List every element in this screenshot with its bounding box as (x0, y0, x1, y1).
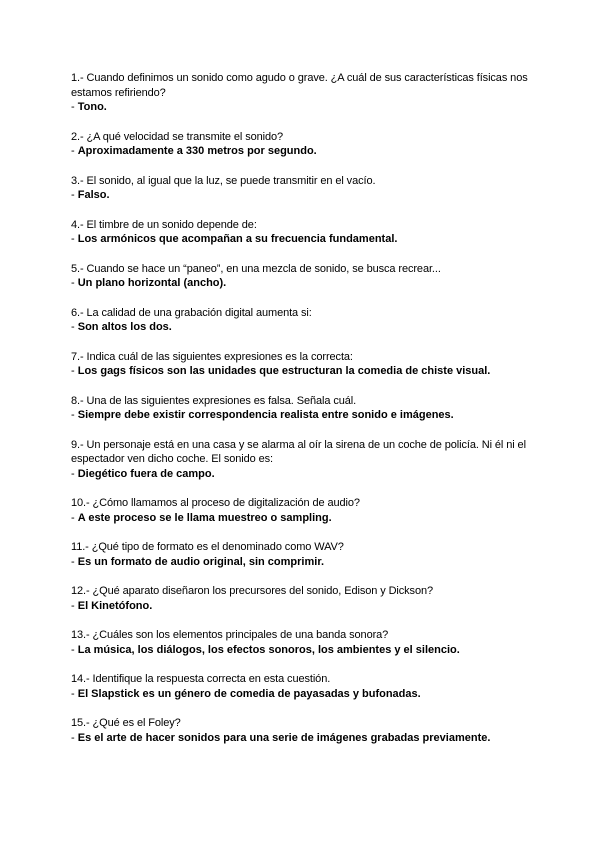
answer-line (71, 276, 531, 291)
answer-prefix: - (71, 321, 78, 333)
question-text: 7.- Indica cuál de las siguientes expresiones es la correcta: (71, 350, 353, 363)
answer-line (71, 232, 531, 247)
answer-prefix: - (71, 599, 78, 612)
answer-prefix: - (71, 365, 78, 377)
question-text: 8.- Una de las siguientes expresiones es falsa. Señala cuál. (71, 394, 357, 407)
answer-prefix: - (71, 467, 78, 480)
answer-prefix: - (71, 409, 78, 421)
question-text: 4.- El timbre de un sonido depende de: (71, 218, 257, 231)
answer-prefix: - (71, 731, 78, 744)
answer-prefix: - (71, 511, 78, 524)
answer-line (71, 555, 531, 570)
question-list (71, 71, 531, 760)
answer-line (71, 364, 531, 379)
answer-text: Aproximadamente a 330 metros por segundo. (77, 145, 317, 157)
question-item (71, 672, 531, 701)
question-item (71, 438, 531, 482)
answer-text: Un plano horizontal (ancho). (77, 277, 227, 289)
question-item (71, 71, 531, 115)
answer-line (71, 643, 531, 658)
question-text: 5.- Cuando se hace un “paneo”, en una mezcla de sonido, se busca recrear... (71, 262, 441, 275)
answer-line (71, 511, 531, 526)
answer-prefix: - (71, 277, 78, 289)
answer-text: Es el arte de hacer sonidos para una serie de imágenes grabadas previamente. (77, 731, 491, 744)
answer-line (71, 100, 531, 115)
answer-prefix: - (71, 145, 78, 157)
question-item (71, 628, 531, 657)
question-item (71, 540, 531, 569)
question-item (71, 716, 531, 745)
answer-line (71, 144, 531, 159)
question-text: 2.- ¿A qué velocidad se transmite el sonido? (71, 130, 284, 143)
answer-text: La música, los diálogos, los efectos sonoros, los ambientes y el silencio. (77, 643, 460, 656)
answer-text: Los gags físicos son las unidades que estructuran la comedia de chiste visual. (77, 365, 491, 377)
question-text: 10.- ¿Cómo llamamos al proceso de digitalización de audio? (71, 497, 360, 509)
question-item (71, 174, 531, 203)
answer-line (71, 320, 531, 335)
answer-text: Diegético fuera de campo. (77, 467, 215, 480)
answer-text: Son altos los dos. (77, 321, 172, 333)
question-text: 11.- ¿Qué tipo de formato es el denominado como WAV? (71, 541, 344, 553)
question-text: 15.- ¿Qué es el Foley? (71, 717, 181, 729)
question-text: 9.- Un personaje está en una casa y se alarma al oír la sirena de un coche de policía. Ni él ni el espectador ven dicho coche. El sonido es: (71, 438, 526, 465)
answer-line (71, 188, 531, 203)
answer-prefix: - (71, 233, 78, 245)
question-item (71, 306, 531, 335)
question-text: 6.- La calidad de una grabación digital aumenta si: (71, 306, 312, 319)
answer-prefix: - (71, 189, 78, 201)
answer-text: Los armónicos que acompañan a su frecuencia fundamental. (77, 233, 398, 245)
question-item (71, 130, 531, 159)
answer-text: Falso. (77, 189, 110, 201)
answer-prefix: - (71, 687, 78, 700)
answer-line (71, 731, 531, 746)
question-text: 12.- ¿Qué aparato diseñaron los precursores del sonido, Edison y Dickson? (71, 585, 434, 597)
answer-line (71, 467, 531, 482)
answer-line (71, 687, 531, 702)
answer-line (71, 599, 531, 614)
question-item (71, 496, 531, 525)
question-text: 1.- Cuando definimos un sonido como agudo o grave. ¿A cuál de sus características físicas nos estamos refiriendo? (71, 72, 528, 99)
answer-line (71, 408, 531, 423)
answer-text: Es un formato de audio original, sin comprimir. (77, 555, 325, 568)
question-item (71, 394, 531, 423)
question-item (71, 262, 531, 291)
answer-text: El Kinetófono. (77, 599, 153, 612)
question-item (71, 584, 531, 613)
answer-text: Tono. (77, 101, 107, 113)
answer-prefix: - (71, 555, 78, 568)
answer-prefix: - (71, 643, 78, 656)
question-item (71, 350, 531, 379)
question-item (71, 218, 531, 247)
answer-text: A este proceso se le llama muestreo o sampling. (77, 511, 332, 524)
answer-text: Siempre debe existir correspondencia realista entre sonido e imágenes. (77, 409, 454, 421)
answer-prefix: - (71, 101, 78, 113)
question-text: 3.- El sonido, al igual que la luz, se puede transmitir en el vacío. (71, 174, 376, 187)
answer-text: El Slapstick es un género de comedia de payasadas y bufonadas. (77, 687, 421, 700)
question-text: 14.- Identifique la respuesta correcta en esta cuestión. (71, 673, 331, 685)
question-text: 13.- ¿Cuáles son los elementos principales de una banda sonora? (71, 629, 389, 641)
